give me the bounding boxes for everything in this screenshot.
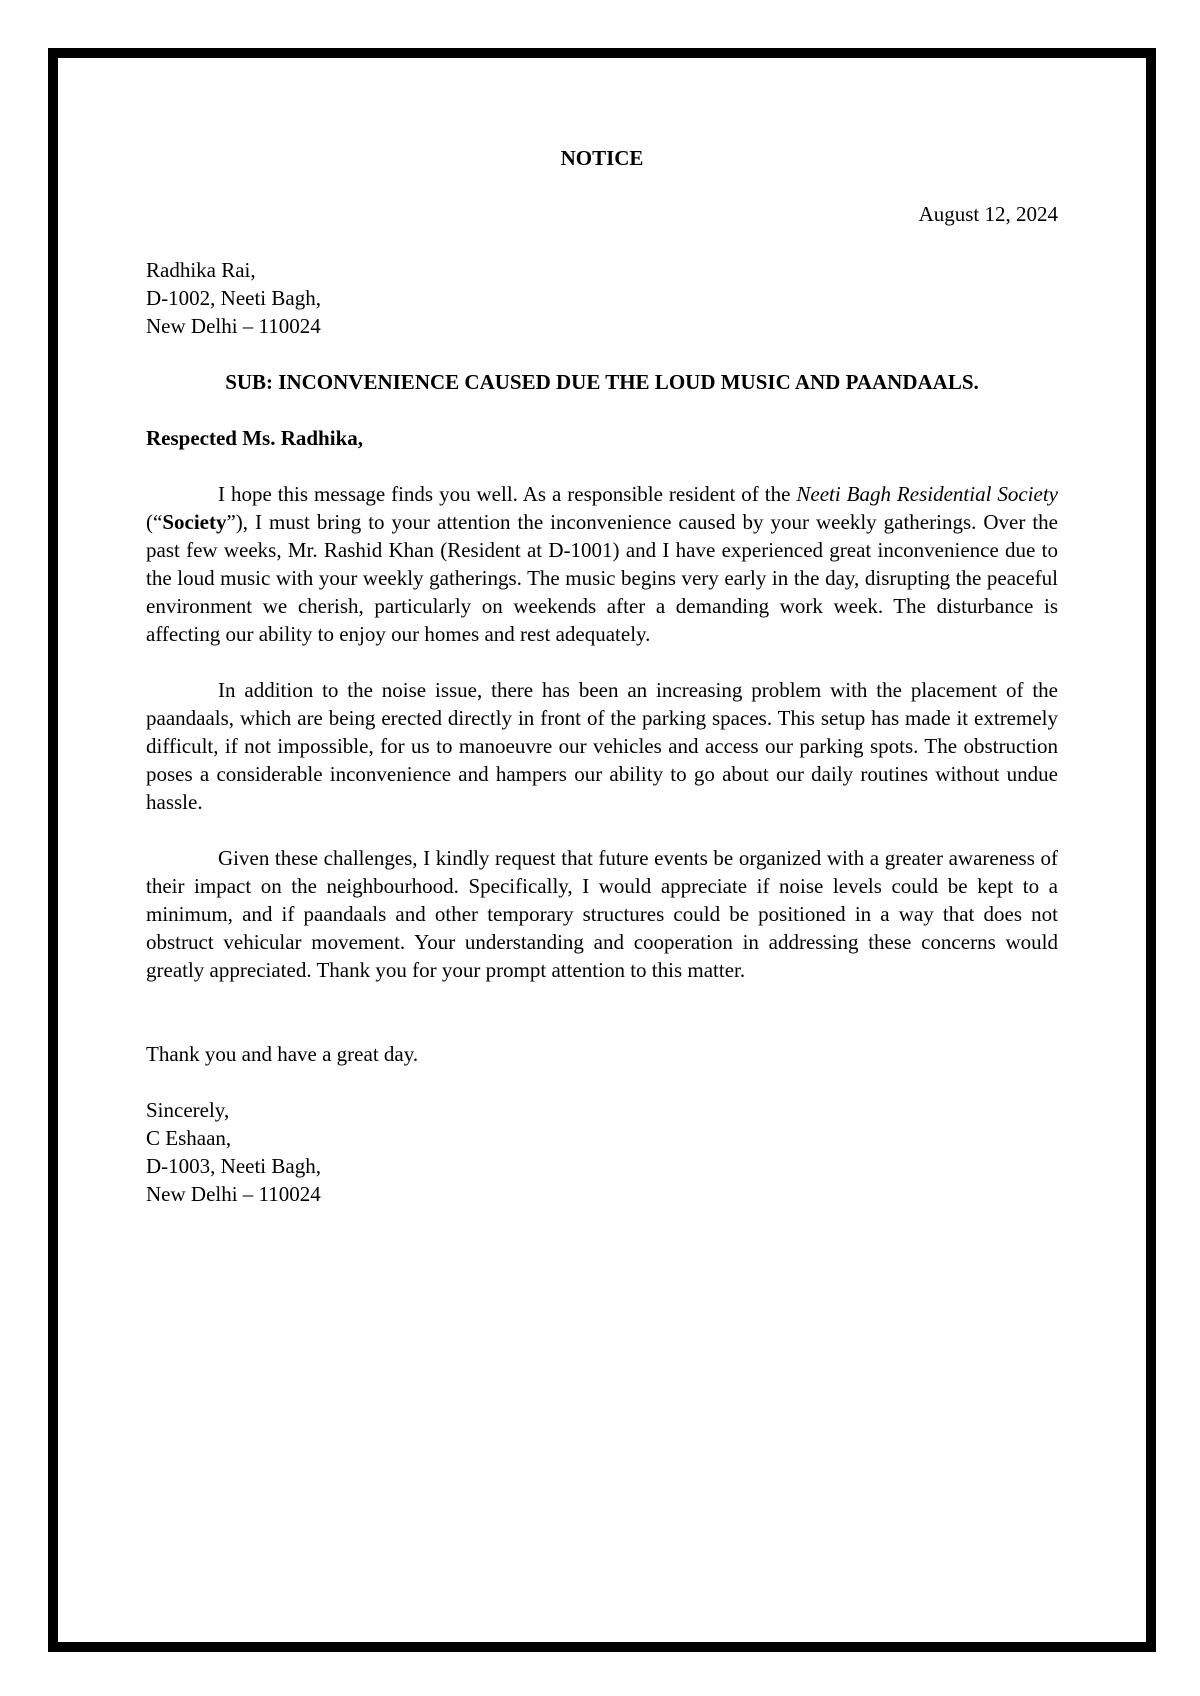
closing-line: Thank you and have a great day. — [146, 1042, 419, 1066]
sender-address-line2: New Delhi – 110024 — [146, 1182, 321, 1206]
notice-date: August 12, 2024 — [918, 202, 1058, 226]
paragraph-1-part3: ”), I must bring to your attention the inconvenience caused by your weekly gatherings. Over the past few weeks, Mr. Rashid Khan (Resident at D-1001) and I have experienced great inconvenience due to the loud music with your weekly gatherings. The music begins very early in the day, disrupting the peaceful environment we cherish, particularly on weekends after a demanding work week. The disturbance is affecting our ability to enjoy our homes and rest adequately. — [146, 510, 1058, 646]
body-paragraph-1 — [146, 480, 1058, 648]
paragraph-1-part1: I hope this message finds you well. As a responsible resident of the — [218, 482, 797, 506]
body-paragraph-3: Given these challenges, I kindly request that future events be organized with a greater awareness of their impact on the neighbourhood. Specifically, I would appreciate if noise levels could be kept to a minimum, and if paandaals and other temporary structures could be positioned in a way that does not obstruct vehicular movement. Your understanding and cooperation in addressing these concerns would greatly appreciated. Thank you for your prompt attention to this matter. — [146, 846, 1058, 982]
body-paragraph-2: In addition to the noise issue, there has been an increasing problem with the placement of the paandaals, which are being erected directly in front of the parking spaces. This setup has made it extremely difficult, if not impossible, for us to manoeuvre our vehicles and access our parking spots. The obstruction poses a considerable inconvenience and hampers our ability to go about our daily routines without undue hassle. — [146, 678, 1058, 814]
salutation: Respected Ms. Radhika, — [146, 426, 364, 450]
recipient-name: Radhika Rai, — [146, 258, 256, 282]
subject-line: SUB: INCONVENIENCE CAUSED DUE THE LOUD MUSIC AND PAANDAALS. — [225, 370, 979, 394]
recipient-address — [146, 256, 1058, 340]
paragraph-1-part2: (“ — [146, 510, 163, 534]
signature-block — [146, 1096, 1058, 1208]
defined-term: Society — [162, 510, 227, 534]
sender-name: C Eshaan, — [146, 1126, 232, 1150]
society-name: Neeti Bagh Residential Society — [796, 482, 1058, 506]
notice-title: NOTICE — [560, 146, 644, 170]
notice-document — [146, 144, 1058, 1208]
recipient-address-line1: D-1002, Neeti Bagh, — [146, 286, 321, 310]
sender-address-line1: D-1003, Neeti Bagh, — [146, 1154, 321, 1178]
recipient-address-line2: New Delhi – 110024 — [146, 314, 321, 338]
valediction: Sincerely, — [146, 1098, 230, 1122]
